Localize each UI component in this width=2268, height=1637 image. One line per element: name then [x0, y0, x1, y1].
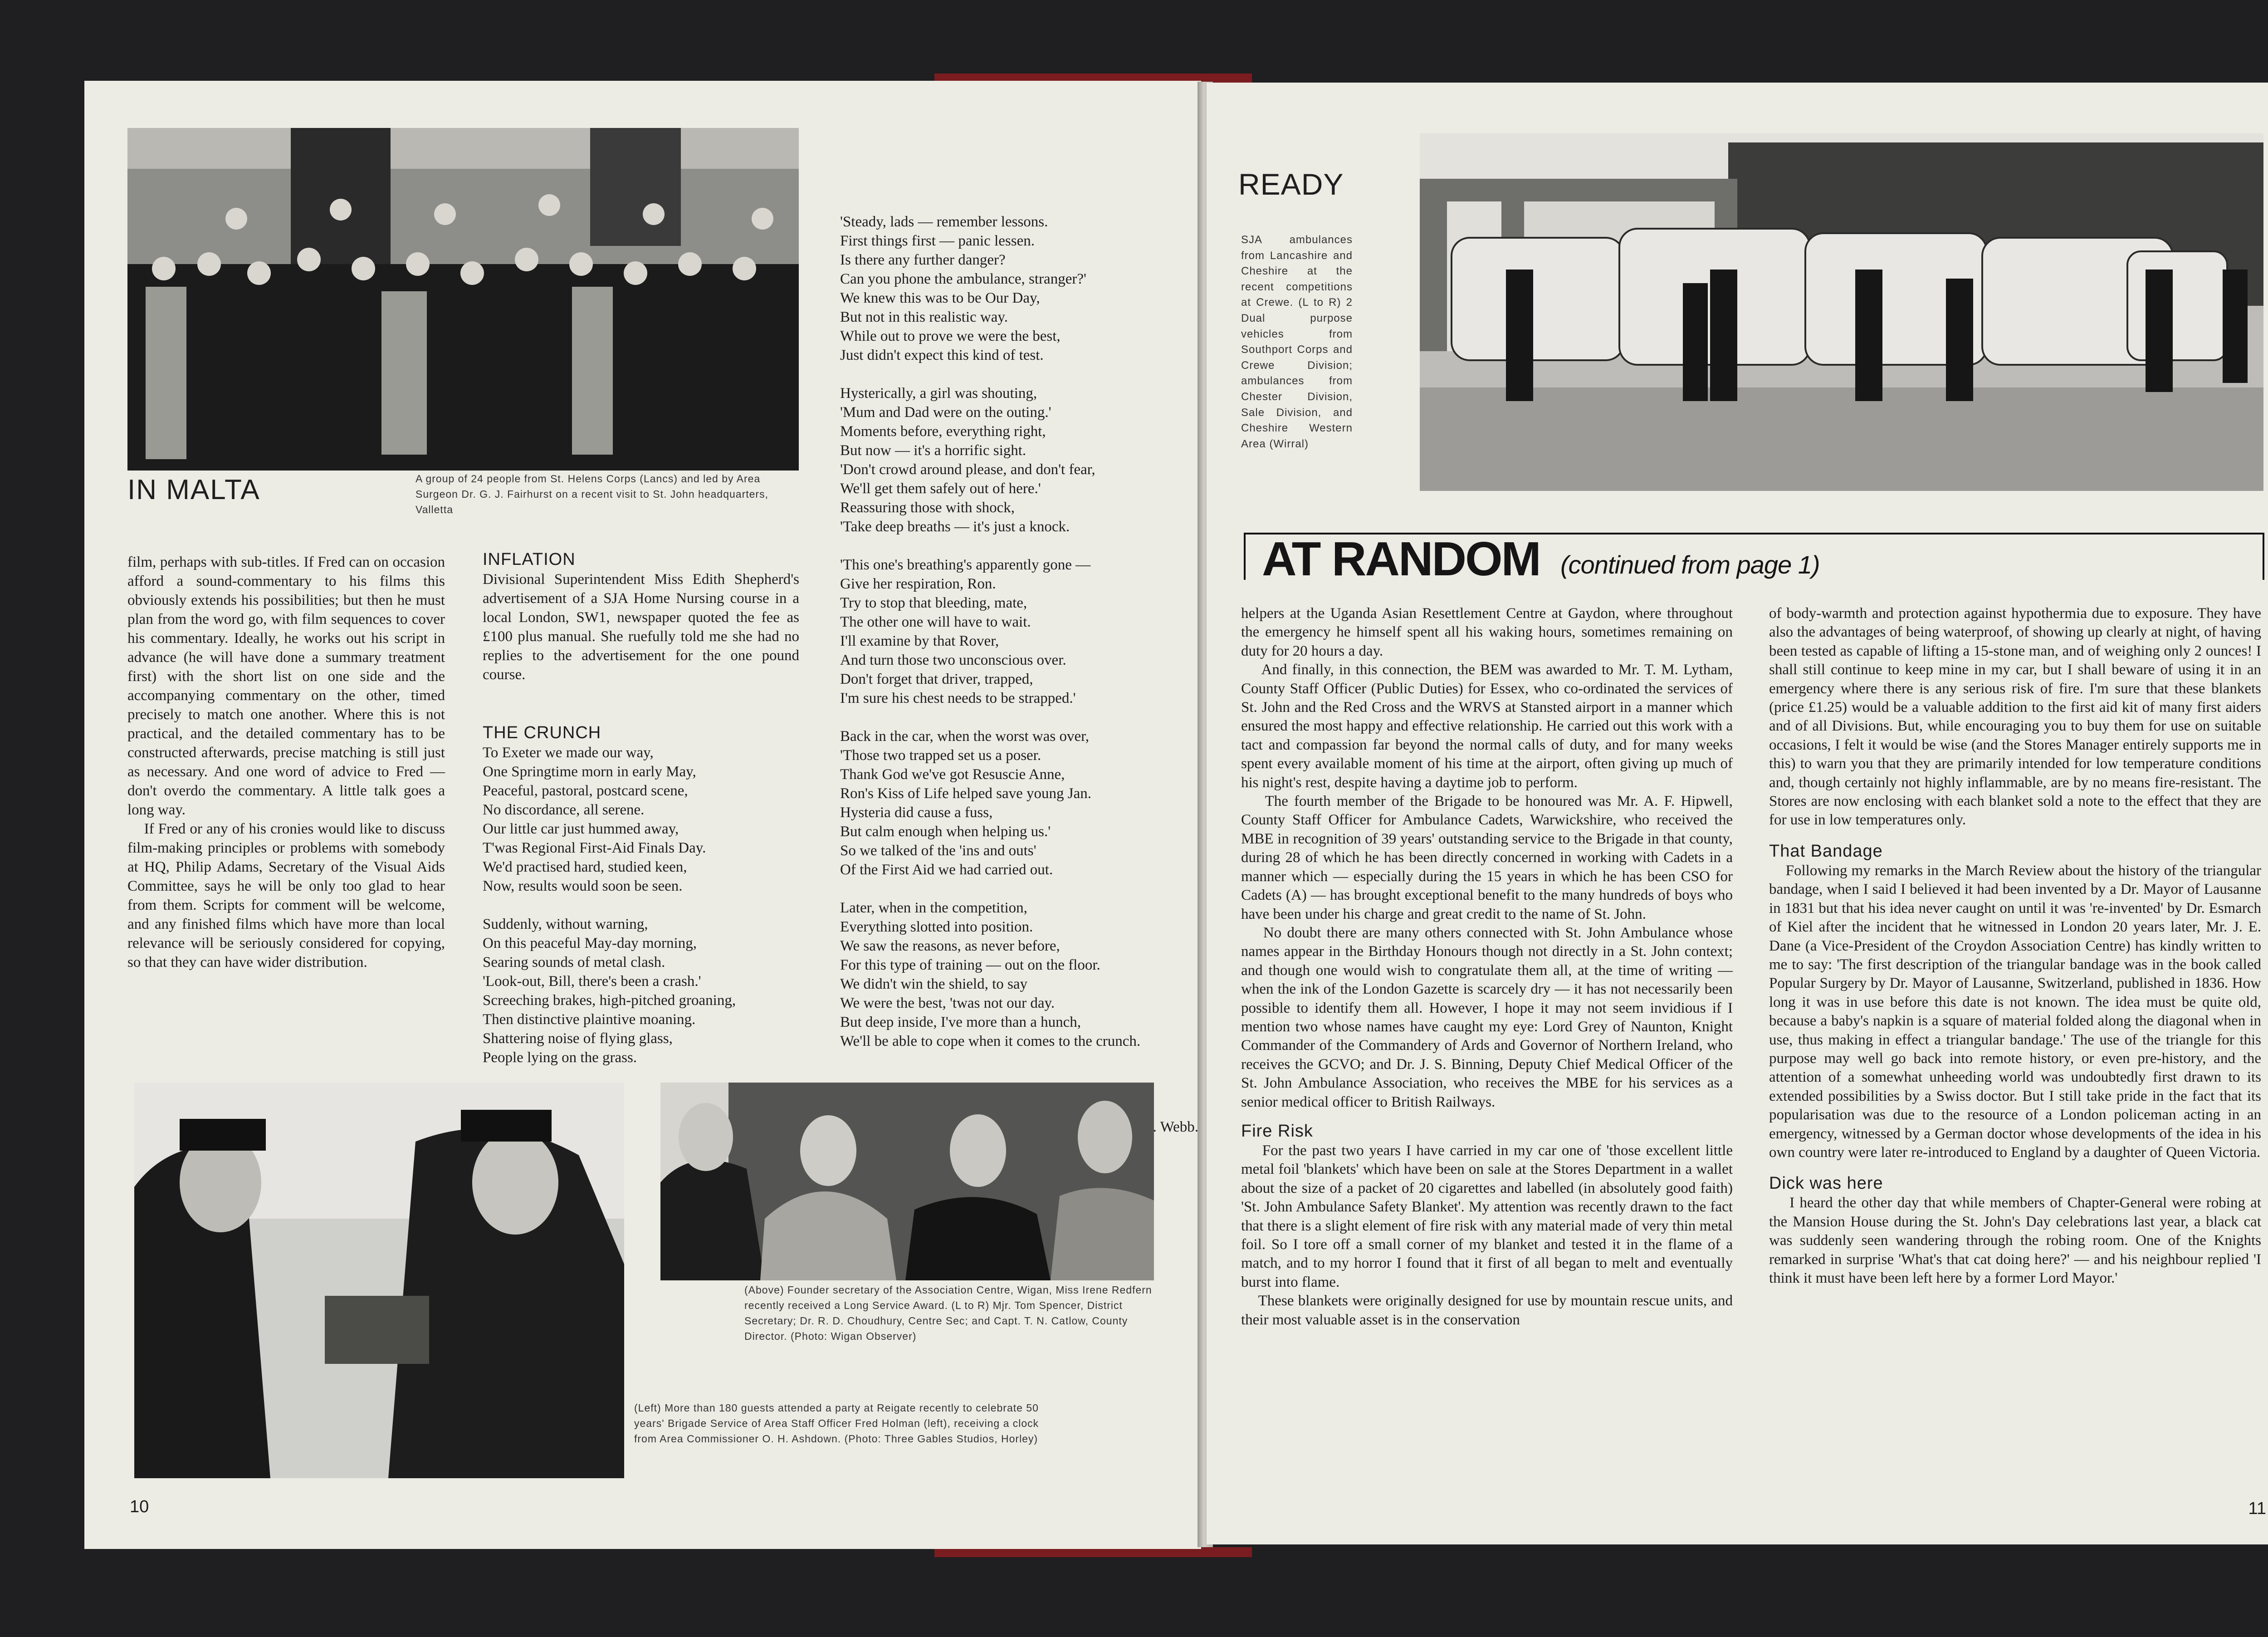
crunch-heading: THE CRUNCH [483, 723, 601, 742]
page-number-right: 11 [2248, 1499, 2266, 1518]
reigate-photo [134, 1083, 624, 1478]
that-bandage-heading: That Bandage [1769, 841, 1883, 861]
fire-risk-heading: Fire Risk [1241, 1121, 1313, 1141]
that-bandage-text: Following my remarks in the March Review about the history of the triangular bandage, when I said I believed it had been invented by a Dr. Mayor of Lausanne in 1831 but that his idea never caught on until it was 're-invented' by Dr. Esmarch of Kiel after the incident that he witnessed in London 20 years later, Mr. J. E. Dane (a Vice-President of the Croydon Association Centre) has kindly written to me to say: 'The first description of the triangular bandage was in the book called Popular Surgery by Dr. Mayor of Lausanne, Switzerland, published in 1836. How long it was in use before this date is not known. The idea must be quite old, because a baby's napkin is a square of material folded along the diagonal when in use, thus making in effect a triangular bandage.' The use of the triangle for this purpose may well go back into remote history, or even pre-history, and the attention of a somewhat unheeding world was undoubtedly first drawn to its extended possibilities by a Swiss doctor. But I still take pride in the fact that its popularisation was due to the resource of a London policeman acting in an emergency, witnessed by a German doctor whose developments of the idea in his own country were later re-introduced to England by a daughter of Queen Victoria. [1769, 862, 2265, 1161]
film-column-text: film, perhaps with sub-titles. If Fred can on occasion afford a sound-commentary to his films this obviously extends his possibilities; but then he must plan from the word go, with film sequences to cover his commentary. Ideally, he works out his script in advance (he will have done a summary treatment first) with the short list on one side and the accompanying commentary on the other, timed precisely to match one another. Where this is not practical, and the detailed commentary has to be constructed afterwards, precise matching is still just as necessary. And one word of advice to Fred — don't overdo the commentary. A little talk goes a long way. If Fred or any of his cronies would like to discuss film-making principles or problems with somebody at HQ, Philip Adams, Secretary of the Visual Aids Committee, says he will be only too glad to hear from them. Scripts for comment will be welcome, and any finished films which have more than local relevance will be seriously considered for copying, so that they can have wider distribution. [127, 554, 445, 970]
malta-caption: A group of 24 people from St. Helens Corps (Lancs) and led by Area Surgeon Dr. G. J. Fairhurst on a recent visit to St. John headquarters, Valletta [415, 473, 768, 515]
ready-caption: SJA ambulances from Lancashire and Cheshire at the recent competitions at Crewe. (L to R) 2 Dual purpose vehicles from Southport Corps and Crewe Division; ambulances from Chester Division, Sale Division, and Cheshire Western Area (Wirral) [1241, 234, 1353, 450]
page-number-left: 10 [130, 1497, 149, 1516]
fire-risk-text: For the past two years I have carried in my car one of 'those excellent little metal foil 'blankets' which have been on sale at the Stores Department in a wallet about the size of a packet of 20 cigarettes and labelled (in absolutely good faith) 'St. John Ambulance Safety Blanket'. My attention was recently drawn to the fact that there is a slight element of fire risk with any material made of very thin metal foil. So I tore off a small corner of my blanket and tested it in the flame of a match, and to my horror I found that it first of all began to melt and eventually burst into flame. These blankets were originally designed for use by mountain rescue units, and their most valuable asset is in the conservation [1241, 1142, 1733, 1328]
right-page [1207, 83, 2268, 1544]
malta-heading: IN MALTA [127, 474, 260, 505]
wigan-photo [660, 1083, 1154, 1280]
poem-author: Webb. [1160, 1119, 1198, 1135]
crunch-section [483, 722, 799, 1067]
random-col2-text: of body-warmth and protection against hypothermia due to exposure. They have also the advantages of being waterproof, of showing up clearly at night, of having been tested as capable of lifting a 15-stone man, and of weighing only 2 ounces! I shall still continue to keep mine in my car, but I shall beware of using it in an emergency where there is any serious risk of fire. I'm sure that these blankets (price £1.25) would be a valuable addition to the first aid kit of many first aiders and of all Divisions. But, while encouraging you to buy them for use on suitable occasions, I felt it would be wise (and the Stores Manager entirely supports me in this) to warn you that they are primarily intended for low temperature conditions and, though certainly not highly inflammable, are by no means fire-resistant. The Stores are now enclosing with each blanket sold a note to the effect that they are for use in low temperatures only. [1769, 605, 2265, 828]
ambulances-photo [1420, 133, 2263, 491]
at-random-subtitle: (continued from page 1) [1560, 550, 1820, 579]
inflation-heading: INFLATION [483, 550, 576, 569]
malta-group-photo [127, 128, 799, 471]
left-page [84, 81, 1201, 1549]
reigate-caption: (Left) More than 180 guests attended a party at Reigate recently to celebrate 50 years' Brigade Service of Area Staff Officer Fred Holman (left), receiving a clock from Area Commissioner O. H. Ashdown. (Photo: Three Gables Studios, Horley) [634, 1402, 1039, 1445]
poem-continued-text: 'Steady, lads — remember lessons. First things first — panic lessen. Is there any further danger? Can you phone the ambulance, stranger?' We knew this was to be Our Day, But not in this realistic way. While out to prove we were the best, Just didn't expect this kind of test. Hysterically, a girl was shouting, 'Mum and Dad were on the outing.' Moments before, everything right, But now — it's a horrific sight. 'Don't crowd around please, and don't fear, We'll get them safely out of here.' Reassuring those with shock, 'Take deep breaths — it's just a knock. 'This one's breathing's apparently gone — Give her respiration, Ron. Try to stop that bleeding, mate, The other one will have to wait. I'll examine by that Rover, And turn those two unconscious over. Don't forget that driver, trapped, I'm sure his chest needs to be strapped.' Back in the car, when the worst was over, 'Those two trapped set us a poser. Thank God we've got Resuscie Anne, Ron's Kiss of Life helped save young Jan. Hysteria did cause a fuss, But calm enough when helping us.' So we talked of the 'ins and outs' Of the First Aid we had carried out. Later, when in the competition, Everything slotted into position. We saw the reasons, as never before, For this type of training — out on the floor. We didn't win the shield, to say We were the best, 'twas not our day. But deep inside, I've more than a hunch, We'll be able to cope when it comes to the crunch. [840, 214, 1141, 1049]
random-column-1 [1241, 604, 1733, 1329]
ready-heading: READY [1238, 167, 1344, 201]
random-col1-text: helpers at the Uganda Asian Resettlement Centre at Gaydon, where throughout the emergency he himself spent all his waking hours, sometimes remaining on duty for 20 hours a day. And finally, in this connection, the BEM was awarded to Mr. T. M. Lytham, County Staff Officer (Public Duties) for Essex, who co-ordinated the services of St. John and the Red Cross and the WRVS at Stansted airport in a manner which ensured the most happy and effective relationship. He carried out this work with a tact and compassion far beyond the normal calls of duty, and for many weeks spent every available moment of his time at the airport, often giving up much of his night's rest, despite having a daytime job to perform. The fourth member of the Brigade to be honoured was Mr. A. F. Hipwell, County Staff Officer for Ambulance Cadets, Warwickshire, who received the MBE in recognition of 39 years' outstanding service to the Brigade in that county, during 28 of which he has been directly concerned in working with Cadets in a manner which — especially during the 15 years in which he has been CSO for Cadets (A) — has brought exceptional benefit to the many hundreds of boys who have been under his charge and great credit to the name of St. John. No doubt there are many others connected with St. John Ambulance whose names appear in the Birthday Honours though not directly in a St. John context; and though one would wish to congratulate them all, at the time of writing — when the ink of the London Gazette is scarcely dry — it has not necessarily been possible to identify them all. However, I hope it may not seem invidious if I mention two whose names have caught my eye: Lord Grey of Naunton, Knight Commander of the Commandery of Ards and Governor of Northern Ireland, who receives the GCVO; and Dr. J. S. Binning, Deputy Chief Medical Officer of the St. John Ambulance Association, who receives the MBE for his services as a senior medical officer to British Railways. [1241, 605, 1733, 1110]
dick-was-here-heading: Dick was here [1769, 1174, 1883, 1193]
at-random-title-box [1244, 532, 2264, 586]
crunch-poem-text: To Exeter we made our way, One Springtime morn in early May, Peaceful, pastoral, postcard scene, No discordance, all serene. Our little car just hummed away, T'was Regional First-Aid Finals Day. We'd practised hard, studied keen, Now, results would soon be seen. Suddenly, without warning, On this peaceful May-day morning, Searing sounds of metal clash. 'Look-out, Bill, there's been a crash.' Screeching brakes, high-pitched groaning, Then distinctive plaintive moaning. Shattering noise of flying glass, People lying on the grass. [483, 745, 736, 1066]
at-random-title: AT RANDOM [1262, 532, 1540, 586]
inflation-section [483, 549, 799, 684]
wigan-caption: (Above) Founder secretary of the Association Centre, Wigan, Miss Irene Redfern recently received a Long Service Award. (L to R) Mjr. Tom Spencer, District Secretary; Dr. R. D. Choudhury, Centre Sec; and Capt. T. N. Catlow, County Director. (Photo: Wigan Observer) [744, 1284, 1152, 1342]
inflation-text: Divisional Superintendent Miss Edith Shepherd's advertisement of a SJA Home Nursing course in a local London, SW1, newspaper quoted the fee as £100 plus manual. She ruefully told me she had no replies to the advertisement for the one pound course. [483, 571, 799, 683]
random-column-2 [1769, 604, 2265, 1288]
dick-was-here-text: I heard the other day that while members of Chapter-General were robing at the Mansion House during the St. John's Day celebrations last year, a black cat was suddenly seen wandering through the robing room. One of the Knights remarked in surprise 'What's that cat doing here?' — and his neighbour replied 'I think it must have been left here by a former Lord Mayor.' [1769, 1195, 2265, 1286]
